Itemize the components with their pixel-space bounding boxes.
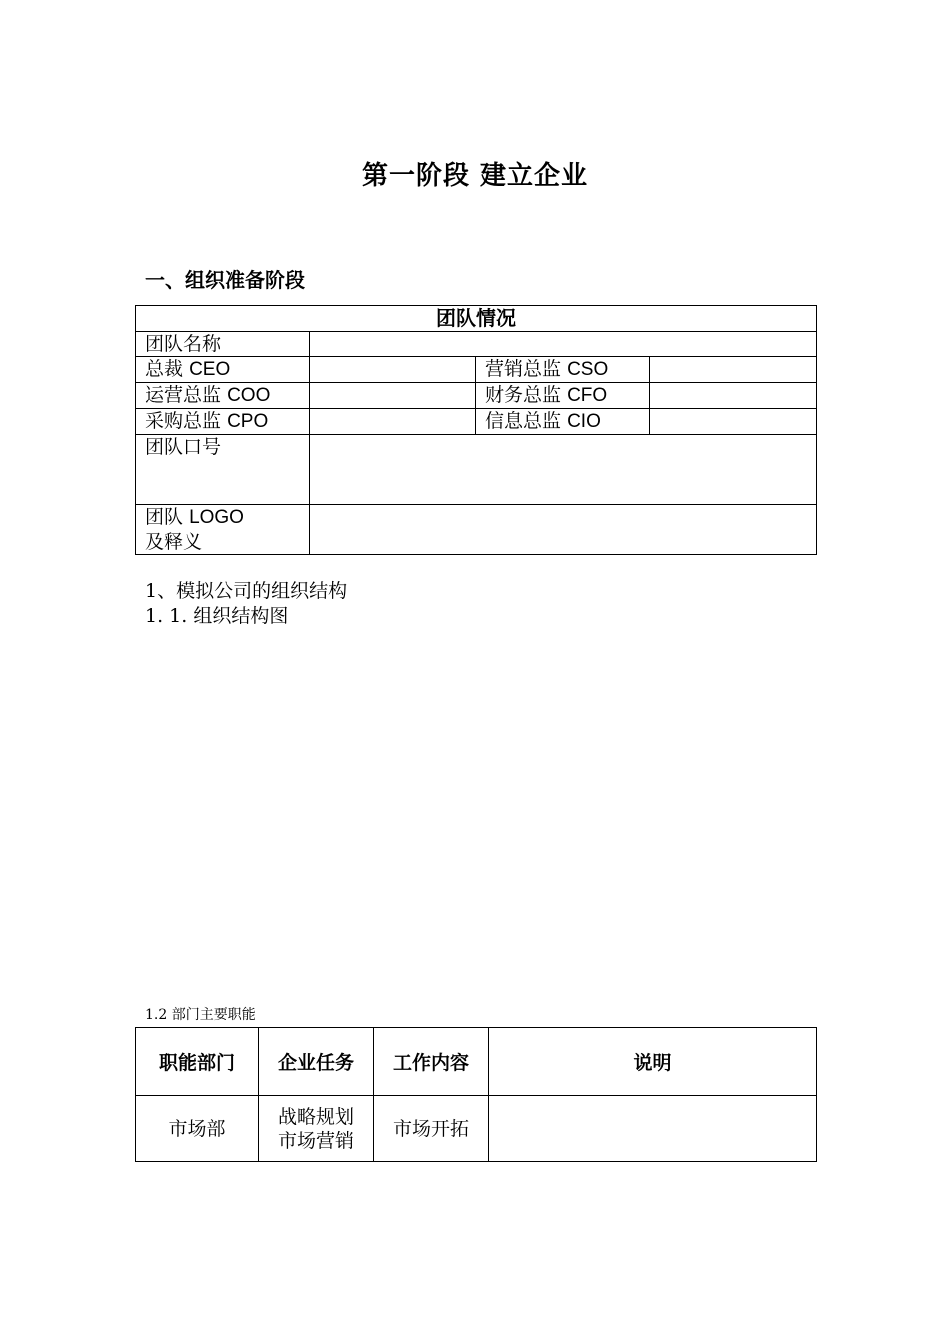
cell-task-line1: 战略规划 <box>277 1105 354 1128</box>
cso-label-cn: 营销总监 <box>485 358 562 380</box>
cell-department: 市场部 <box>136 1096 259 1162</box>
col-header-task: 企业任务 <box>259 1028 374 1096</box>
logo-label-line2: 及释义 <box>145 531 203 553</box>
cpo-label-cn: 采购总监 <box>145 410 222 432</box>
team-name-label-text: 团队名称 <box>145 333 222 355</box>
cio-label-en: CIO <box>567 411 601 432</box>
org-structure-heading: 1、模拟公司的组织结构 <box>145 580 348 602</box>
cpo-label <box>136 409 310 435</box>
coo-value-cell[interactable] <box>310 383 476 409</box>
cfo-value-cell[interactable] <box>650 383 817 409</box>
col-header-work: 工作内容 <box>374 1028 489 1096</box>
table-row <box>136 1096 817 1162</box>
team-table-header: 团队情况 <box>136 306 817 332</box>
slogan-label-text: 团队口号 <box>145 436 222 458</box>
slogan-label <box>136 435 310 505</box>
logo-label <box>136 505 310 555</box>
cpo-value-cell[interactable] <box>310 409 476 435</box>
cell-task-line2: 市场营销 <box>277 1129 354 1152</box>
ceo-value-cell[interactable] <box>310 357 476 383</box>
ceo-label-cn: 总裁 <box>145 358 184 380</box>
cpo-label-en: CPO <box>227 411 269 432</box>
coo-label-cn: 运营总监 <box>145 384 222 406</box>
ceo-label <box>136 357 310 383</box>
cell-note[interactable] <box>489 1096 817 1162</box>
col-header-note: 说明 <box>489 1028 817 1096</box>
cfo-label-cn: 财务总监 <box>485 384 562 406</box>
logo-label-line1-cn: 团队 <box>145 506 184 528</box>
team-info-table <box>135 305 817 555</box>
cell-work: 市场开拓 <box>374 1096 489 1162</box>
ceo-label-en: CEO <box>189 359 231 380</box>
team-name-label <box>136 332 310 357</box>
dept-functions-caption: 1.2 部门主要职能 <box>145 1007 256 1023</box>
cio-label-cn: 信息总监 <box>485 410 562 432</box>
logo-label-line1-en: LOGO <box>189 507 244 528</box>
cio-label <box>476 409 650 435</box>
coo-label <box>136 383 310 409</box>
document-title: 第一阶段 建立企业 <box>361 161 589 191</box>
slogan-value-cell[interactable] <box>310 435 817 505</box>
cso-value-cell[interactable] <box>650 357 817 383</box>
logo-label-line1 <box>145 505 309 530</box>
coo-label-en: COO <box>227 385 271 406</box>
cso-label <box>476 357 650 383</box>
section-heading: 一、组织准备阶段 <box>145 268 305 292</box>
cfo-label <box>476 383 650 409</box>
org-chart-subheading: 1. 1. 组织结构图 <box>145 605 289 627</box>
logo-value-cell[interactable] <box>310 505 817 555</box>
cso-label-en: CSO <box>567 359 609 380</box>
cell-task <box>259 1096 374 1162</box>
dept-functions-table <box>135 1027 817 1162</box>
cfo-label-en: CFO <box>567 385 608 406</box>
col-header-department: 职能部门 <box>136 1028 259 1096</box>
cio-value-cell[interactable] <box>650 409 817 435</box>
team-name-value-cell[interactable] <box>310 332 817 357</box>
